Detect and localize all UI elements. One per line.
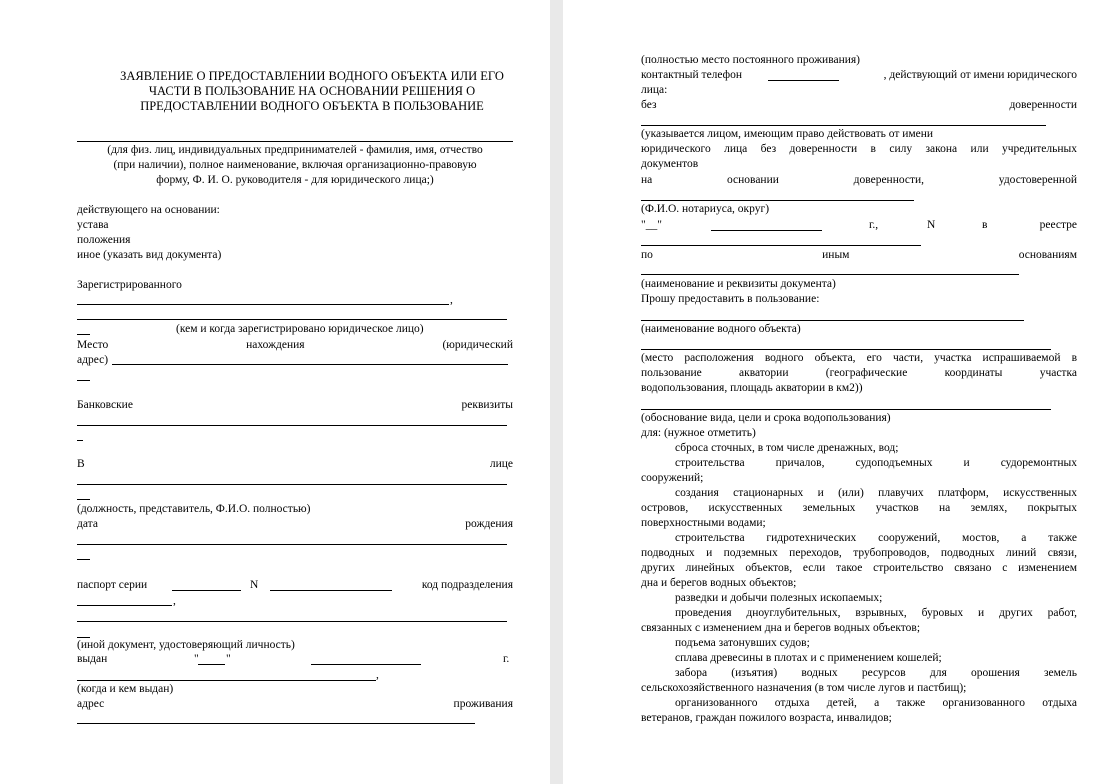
location-note: водопользования, площадь акватории в км2)) bbox=[641, 382, 863, 394]
registry-line[interactable] bbox=[641, 245, 921, 246]
purpose-option-cont: поверхностными водами; bbox=[641, 517, 766, 529]
applicant-note: форму, Ф. И. О. руководителя - для юридического лица;) bbox=[156, 174, 434, 186]
year-label: г. bbox=[503, 653, 510, 665]
without-poa-line[interactable] bbox=[641, 125, 1046, 126]
issued-note: (когда и кем выдан) bbox=[77, 683, 174, 695]
other-grounds-line[interactable] bbox=[641, 274, 1019, 275]
bank-details-line[interactable] bbox=[77, 425, 507, 426]
registration-line[interactable] bbox=[77, 319, 507, 320]
purpose-option-cont: подводных и подземных переходов, трубопроводов, подводных линий связи, bbox=[641, 547, 1077, 559]
purpose-option-cont: островов, искусственных земельных участков на землях, покрытых bbox=[641, 502, 1077, 514]
justification-line[interactable] bbox=[641, 409, 1051, 410]
purpose-option[interactable]: строительства причалов, судоподъемных и судоремонтных bbox=[675, 457, 1077, 469]
document-note: (наименование и реквизиты документа) bbox=[641, 278, 836, 290]
document-title: ЗАЯВЛЕНИЕ О ПРЕДОСТАВЛЕНИИ ВОДНОГО ОБЪЕКТА ИЛИ ЕГО ЧАСТИ В ПОЛЬЗОВАНИЕ НА ОСНОВАНИИ РЕШЕНИЯ О ПРЕДОСТАВЛЕНИИ ВОДНОГО ОБЪЕКТА В ПОЛЬЗОВАНИЕ bbox=[120, 69, 504, 113]
person-line[interactable] bbox=[77, 499, 90, 500]
purpose-option[interactable]: сплава древесины в плотах и с применением кошелей; bbox=[675, 652, 942, 664]
purpose-label: для: (нужное отметить) bbox=[641, 427, 756, 439]
residence-note: (полностью место постоянного проживания) bbox=[641, 54, 861, 66]
purpose-option[interactable]: подъема затонувших судов; bbox=[675, 637, 810, 649]
authority-note: документов bbox=[641, 158, 699, 170]
passport-code-label: код подразделения bbox=[421, 579, 513, 591]
address-line[interactable] bbox=[77, 380, 90, 381]
phone-label-cont: , действующий от имени юридического bbox=[883, 69, 1077, 81]
registered-label: Зарегистрированного bbox=[77, 279, 182, 291]
page-1 bbox=[0, 0, 550, 784]
residence-line[interactable] bbox=[77, 723, 475, 724]
person-label: В лице bbox=[77, 458, 513, 470]
registration-line[interactable] bbox=[77, 334, 90, 335]
quote: " bbox=[194, 653, 199, 665]
bank-details-line[interactable] bbox=[77, 440, 83, 441]
basis-title: действующего на основании: bbox=[77, 204, 220, 216]
passport-number-field[interactable] bbox=[270, 590, 392, 591]
passport-series-field[interactable] bbox=[172, 590, 241, 591]
purpose-option[interactable]: сброса сточных, в том числе дренажных, вод; bbox=[675, 442, 899, 454]
issued-label: выдан bbox=[77, 653, 108, 665]
issued-by-line[interactable] bbox=[77, 680, 376, 681]
id-document-note: (иной документ, удостоверяющий личность) bbox=[77, 639, 295, 651]
registry-year-label: г., bbox=[869, 219, 879, 231]
applicant-note: (при наличии), полное наименование, включая организационно-правовую bbox=[113, 159, 477, 171]
location-note: (место расположения водного объекта, его части, участка испрашиваемой в bbox=[641, 352, 1077, 364]
bank-details-label: Банковские реквизиты bbox=[77, 399, 513, 411]
purpose-option[interactable]: создания стационарных и (или) плавучих платформ, искусственных bbox=[675, 487, 1077, 499]
page-2 bbox=[563, 0, 1118, 784]
id-document-line[interactable] bbox=[77, 621, 507, 622]
residence-label: адрес проживания bbox=[77, 698, 513, 710]
location-note: пользование акватории (географические координаты участка bbox=[641, 367, 1077, 379]
birth-date-label: дата рождения bbox=[77, 518, 513, 530]
address-label-cont: адрес) bbox=[77, 354, 109, 366]
purpose-option[interactable]: проведения дноуглубительных, взрывных, буровых и других работ, bbox=[675, 607, 1077, 619]
phone-field[interactable] bbox=[768, 80, 839, 81]
purpose-option-cont: связанных с изменением дна и берегов водных объектов; bbox=[641, 622, 921, 634]
person-line[interactable] bbox=[77, 484, 507, 485]
justification-note: (обоснование вида, цели и срока водопользования) bbox=[641, 412, 891, 424]
registry-month-field[interactable] bbox=[711, 230, 822, 231]
birth-date-line[interactable] bbox=[77, 559, 90, 560]
without-poa-option[interactable]: без доверенности bbox=[641, 99, 1077, 111]
applicant-line[interactable] bbox=[77, 141, 513, 142]
registry-day[interactable]: "__" bbox=[641, 219, 662, 231]
comma: , bbox=[376, 669, 379, 681]
purpose-option[interactable]: разведки и добычи полезных ископаемых; bbox=[675, 592, 883, 604]
authority-note: юридического лица без доверенности в силу закона или учредительных bbox=[641, 143, 1077, 155]
basis-option-regulation[interactable]: положения bbox=[77, 234, 131, 246]
registration-note: (кем и когда зарегистрировано юридическое лицо) bbox=[176, 323, 424, 335]
phone-label-cont: лица: bbox=[641, 84, 668, 96]
comma: , bbox=[173, 595, 176, 607]
registry-in-label: в bbox=[982, 219, 988, 231]
other-grounds-option[interactable]: по иным основаниям bbox=[641, 249, 1077, 261]
passport-code-field[interactable] bbox=[77, 605, 172, 606]
purpose-option[interactable]: забора (изъятия) водных ресурсов для орошения земель bbox=[675, 667, 1077, 679]
purpose-option-cont: других линейных объектов, если такое строительство связано с изменением bbox=[641, 562, 1077, 574]
location-line[interactable] bbox=[641, 349, 1051, 350]
birth-date-line[interactable] bbox=[77, 544, 507, 545]
address-label: Место нахождения (юридический bbox=[77, 339, 513, 351]
registry-label: реестре bbox=[1039, 219, 1077, 231]
passport-series-label: паспорт серии bbox=[77, 579, 148, 591]
basis-option-charter[interactable]: устава bbox=[77, 219, 109, 231]
person-note: (должность, представитель, Ф.И.О. полностью) bbox=[77, 503, 311, 515]
purpose-option-cont: сельскохозяйственного назначения (в том числе лугов и пастбищ); bbox=[641, 682, 967, 694]
notary-note: (Ф.И.О. нотариуса, округ) bbox=[641, 203, 770, 215]
issued-day-field[interactable] bbox=[198, 664, 225, 665]
purpose-option-cont: ветеранов, граждан пожилого возраста, инвалидов; bbox=[641, 712, 892, 724]
purpose-option[interactable]: организованного отдыха детей, а также организованного отдыха bbox=[675, 697, 1077, 709]
registration-line[interactable] bbox=[77, 304, 449, 305]
poa-option[interactable]: на основании доверенности, удостоверенной bbox=[641, 174, 1077, 186]
purpose-option[interactable]: строительства гидротехнических сооружений, мостов, а также bbox=[675, 532, 1077, 544]
issued-month-field[interactable] bbox=[311, 664, 421, 665]
basis-option-other[interactable]: иное (указать вид документа) bbox=[77, 249, 222, 261]
address-line[interactable] bbox=[112, 364, 508, 365]
comma: , bbox=[450, 294, 453, 306]
purpose-option-cont: дна и берегов водных объектов; bbox=[641, 577, 797, 589]
applicant-note: (для физ. лиц, индивидуальных предпринимателей - фамилия, имя, отчество bbox=[107, 144, 483, 156]
request-label: Прошу предоставить в пользование: bbox=[641, 293, 820, 305]
purpose-option-cont: сооружений; bbox=[641, 472, 704, 484]
notary-line[interactable] bbox=[641, 200, 914, 201]
phone-label: контактный телефон bbox=[641, 69, 743, 81]
passport-number-label: N bbox=[250, 579, 259, 591]
registry-number-label: N bbox=[927, 219, 936, 231]
water-body-line[interactable] bbox=[641, 320, 1024, 321]
authority-note: (указывается лицом, имеющим право действовать от имени bbox=[641, 128, 934, 140]
water-body-note: (наименование водного объекта) bbox=[641, 323, 801, 335]
quote: " bbox=[226, 653, 231, 665]
